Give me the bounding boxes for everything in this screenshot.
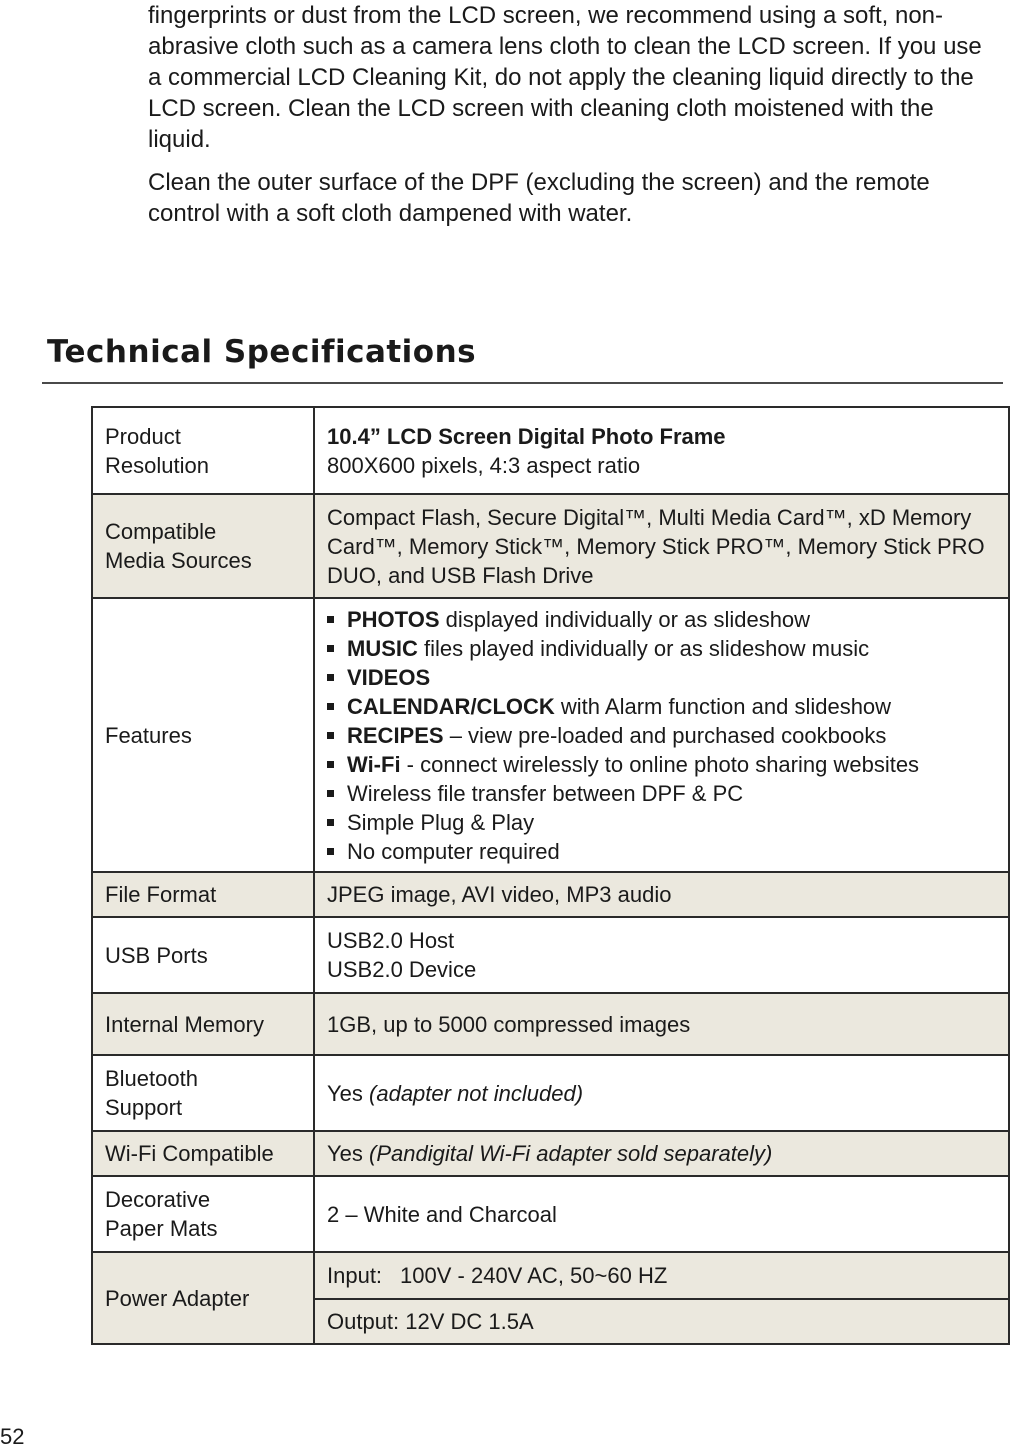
spec-label: File Format xyxy=(92,872,314,917)
spec-label: Product Resolution xyxy=(92,407,314,494)
intro-paragraph-cleaning: fingerprints or dust from the LCD screen, we recommend using a soft, non-abrasive cloth such as a camera lens cloth to clean the LCD screen. If you use a commercial LCD Cleaning Kit, do not apply the cleaning liquid directly to the LCD screen. Clean the LCD screen with cleaning cloth moistened with the liquid. xyxy=(148,2,982,153)
spec-value: Yes (Pandigital Wi-Fi adapter sold separately) xyxy=(314,1131,1009,1176)
spec-row-bluetooth xyxy=(92,1055,1009,1131)
feature-item: CALENDAR/CLOCK with Alarm function and slideshow xyxy=(327,692,996,721)
spec-value xyxy=(314,598,1009,872)
spec-row-memory xyxy=(92,993,1009,1055)
page-number: 52 xyxy=(0,1424,25,1449)
spec-label: Features xyxy=(92,598,314,872)
spec-row-power-input xyxy=(92,1252,1009,1299)
spec-row-media xyxy=(92,494,1009,598)
spec-value: USB2.0 Host USB2.0 Device xyxy=(314,917,1009,993)
spec-row-wifi xyxy=(92,1131,1009,1176)
product-resolution: 800X600 pixels, 4:3 aspect ratio xyxy=(327,452,641,478)
spec-label: Internal Memory xyxy=(92,993,314,1055)
spec-label: Compatible Media Sources xyxy=(92,494,314,598)
feature-item: No computer required xyxy=(327,837,996,866)
spec-value: 1GB, up to 5000 compressed images xyxy=(314,993,1009,1055)
heading-rule xyxy=(42,382,1003,384)
feature-item: MUSIC files played individually or as slideshow music xyxy=(327,634,996,663)
feature-item: Simple Plug & Play xyxy=(327,808,996,837)
spec-value-input: Input: 100V - 240V AC, 50~60 HZ xyxy=(314,1252,1009,1299)
spec-row-paper-mats xyxy=(92,1176,1009,1252)
intro-paragraph-outer-surface: Clean the outer surface of the DPF (excluding the screen) and the remote control with a soft cloth dampened with water. xyxy=(148,169,930,227)
spec-row-usb xyxy=(92,917,1009,993)
spec-value: 2 – White and Charcoal xyxy=(314,1176,1009,1252)
spec-label: USB Ports xyxy=(92,917,314,993)
spec-label: Power Adapter xyxy=(92,1252,314,1344)
wifi-note: (Pandigital Wi-Fi adapter sold separately) xyxy=(369,1141,773,1166)
spec-table xyxy=(91,406,1010,1345)
spec-row-product xyxy=(92,407,1009,494)
spec-value: Yes (adapter not included) xyxy=(314,1055,1009,1131)
feature-item: PHOTOS displayed individually or as slideshow xyxy=(327,605,996,634)
feature-item: VIDEOS xyxy=(327,663,996,692)
spec-label: Decorative Paper Mats xyxy=(92,1176,314,1252)
spec-value: Compact Flash, Secure Digital™, Multi Media Card™, xD Memory Card™, Memory Stick™, Memory Stick PRO™, Memory Stick PRO DUO, and USB Flash Drive xyxy=(314,494,1009,598)
product-name: 10.4” LCD Screen Digital Photo Frame xyxy=(327,423,726,449)
feature-list xyxy=(327,605,996,866)
spec-row-features xyxy=(92,598,1009,872)
bluetooth-note: (adapter not included) xyxy=(369,1080,584,1106)
feature-item: RECIPES – view pre-loaded and purchased cookbooks xyxy=(327,721,996,750)
feature-item: Wi-Fi - connect wirelessly to online photo sharing websites xyxy=(327,750,996,779)
intro-text xyxy=(148,0,998,241)
spec-label: Bluetooth Support xyxy=(92,1055,314,1131)
spec-value-output: Output: 12V DC 1.5A xyxy=(314,1299,1009,1344)
spec-value xyxy=(314,407,1009,494)
spec-row-file-format xyxy=(92,872,1009,917)
spec-label: Wi-Fi Compatible xyxy=(92,1131,314,1176)
section-heading: Technical Specifications xyxy=(47,334,477,370)
feature-item: Wireless file transfer between DPF & PC xyxy=(327,779,996,808)
spec-value: JPEG image, AVI video, MP3 audio xyxy=(314,872,1009,917)
